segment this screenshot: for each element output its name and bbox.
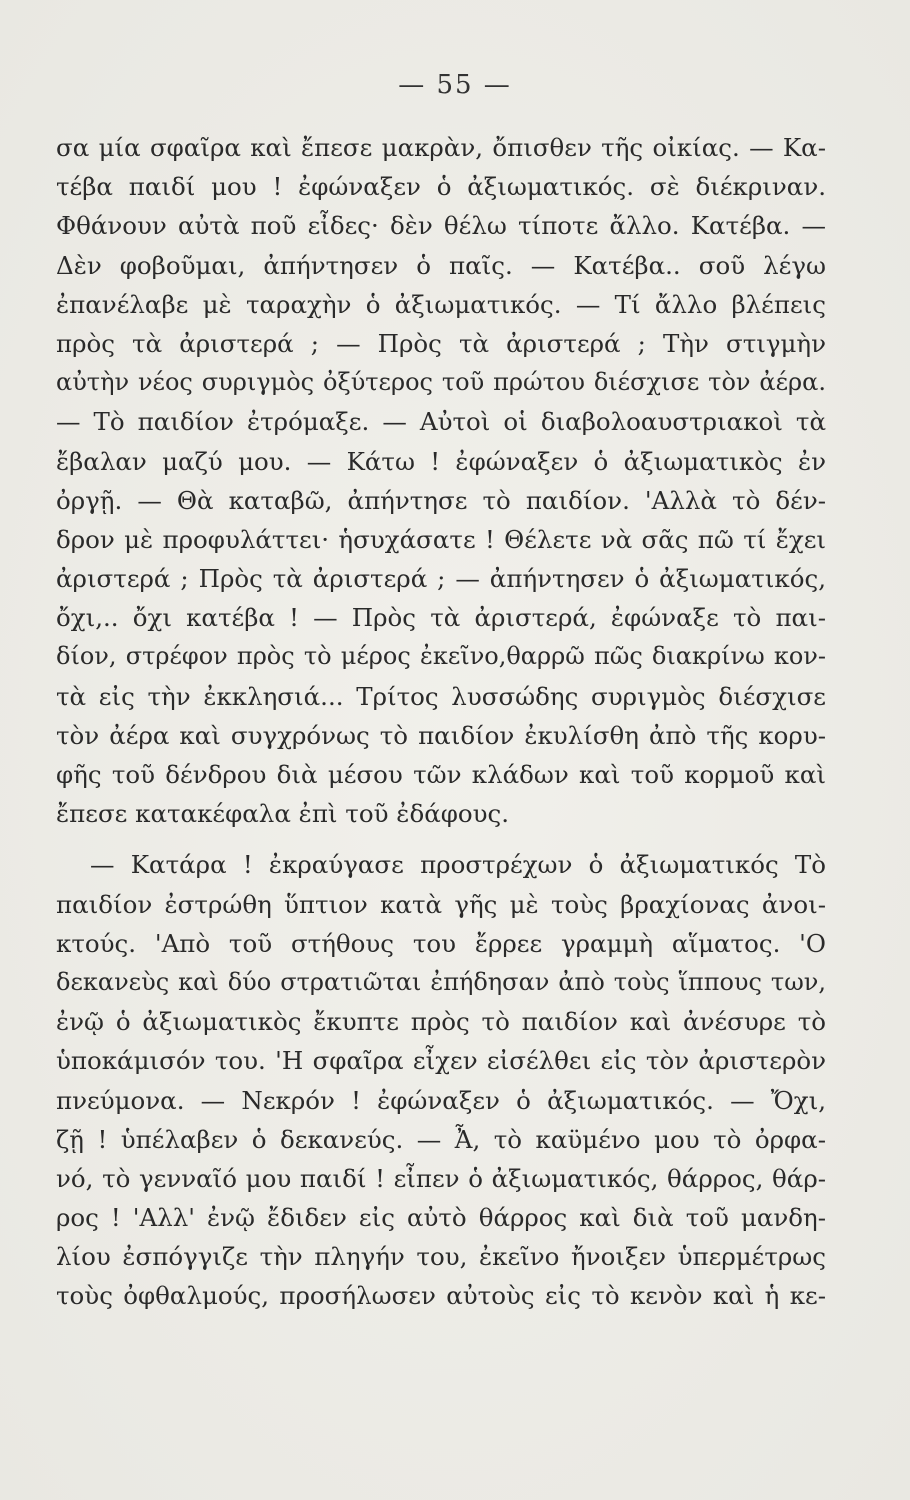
text-line: ἀριστερά ; Πρὸς τὰ ἀριστερά ; — ἀπήντησεν ὁ ἀξιωματικός, <box>56 564 826 594</box>
text-line: δεκανεὺς καὶ δύο στρατιῶται ἐπήδησαν ἀπὸ τοὺς ἵππους των, <box>56 967 826 996</box>
page-number: — 55 — <box>398 70 512 100</box>
text-line: δίον, στρέφον πρὸς τὸ μέρος ἐκεῖνο,θαρρῶ πῶς διακρίνω κον- <box>56 642 826 671</box>
paragraph-1 <box>56 128 826 833</box>
text-line: ζῇ ! ὑπέλαβεν ὁ δεκανεύς. — Ἆ, τὸ καϋμένο μου τὸ ὀρφα- <box>56 1124 826 1154</box>
text-line: ρος ! 'Αλλ' ἐνῷ ἔδιδεν εἰς αὐτὸ θάρρος καὶ διὰ τοῦ μανδη- <box>56 1203 826 1233</box>
text-line: πρὸς τὰ ἀριστερά ; — Πρὸς τὰ ἀριστερά ; Τὴν στιγμὴν <box>56 328 826 358</box>
body-text <box>56 128 826 1316</box>
text-line: ἐνῷ ὁ ἀξιωματικὸς ἔκυπτε πρὸς τὸ παιδίον καὶ ἀνέσυρε τὸ <box>56 1007 826 1037</box>
text-line: αὐτὴν νέος συριγμὸς ὀξύτερος τοῦ πρώτου διέσχισε τὸν ἀέρα. <box>56 368 826 397</box>
text-line: ὄχι,.. ὄχι κατέβα ! — Πρὸς τὰ ἀριστερά, ἐφώναξε τὸ παι- <box>56 603 826 633</box>
text-line: ὑποκάμισόν του. 'Η σφαῖρα εἶχεν εἰσέλθει εἰς τὸν ἀριστερὸν <box>56 1046 826 1076</box>
text-line: φῆς τοῦ δένδρου διὰ μέσου τῶν κλάδων καὶ τοῦ κορμοῦ καὶ <box>56 760 826 789</box>
text-line: ὀργῇ. — Θὰ καταβῶ, ἀπήντησε τὸ παιδίον. 'Αλλὰ τὸ δέν- <box>56 485 826 515</box>
text-line: δρον μὲ προφυλάττει· ἡσυχάσατε ! Θέλετε νὰ σᾶς πῶ τί ἔχει <box>56 524 826 554</box>
text-line: σα μία σφαῖρα καὶ ἔπεσε μακρὰν, ὄπισθεν τῆς οἰκίας. — Κα- <box>56 133 826 162</box>
text-line: λίου ἐσπόγγιζε τὴν πληγήν του, ἐκεῖνο ἤνοιξεν ὑπερμέτρως <box>56 1242 826 1272</box>
text-line: τὰ εἰς τὴν ἐκκλησιά... Τρίτος λυσσώδης συριγμὸς διέσχισε <box>56 681 826 711</box>
text-line: — Τὸ παιδίον ἐτρόμαξε. — Αὐτοὶ οἱ διαβολοαυστριακοὶ τὰ <box>56 407 826 437</box>
text-line: παιδίον ἐστρώθη ὕπτιον κατὰ γῆς μὲ τοὺς βραχίονας ἀνοι- <box>56 889 826 919</box>
text-line: τὸν ἀέρα καὶ συγχρόνως τὸ παιδίον ἐκυλίσθη ἀπὸ τῆς κορυ- <box>56 720 826 750</box>
text-line: Δὲν φοβοῦμαι, ἀπήντησεν ὁ παῖς. — Κατέβα.. σοῦ λέγω <box>56 250 826 280</box>
text-line: κτούς. 'Απὸ τοῦ στήθους του ἔρρεε γραμμὴ αἵματος. 'Ο <box>56 928 826 958</box>
text-line: ἔβαλαν μαζύ μου. — Κάτω ! ἐφώναξεν ὁ ἀξιωματικὸς ἐν <box>56 446 826 476</box>
paragraph-2 <box>56 845 826 1315</box>
text-line: ἐπανέλαβε μὲ ταραχὴν ὁ ἀξιωματικός. — Τί ἄλλο βλέπεις <box>56 289 826 319</box>
text-line: πνεύμονα. — Νεκρόν ! ἐφώναξεν ὁ ἀξιωματικός. — Ὄχι, <box>56 1085 826 1115</box>
text-line: — Κατάρα ! ἐκραύγασε προστρέχων ὁ ἀξιωματικός Τὸ <box>90 850 826 880</box>
text-line: Φθάνουν αὐτὰ ποῦ εἶδες· δὲν θέλω τίποτε ἄλλο. Κατέβα. — <box>56 211 826 241</box>
text-line: τοὺς ὀφθαλμούς, προσήλωσεν αὐτοὺς εἰς τὸ κενὸν καὶ ἡ κε- <box>56 1281 826 1311</box>
text-line: νό, τὸ γενναῖό μου παιδί ! εἶπεν ὁ ἀξιωματικός, θάρρος, θάρ- <box>56 1163 826 1193</box>
text-line: τέβα παιδί μου ! ἐφώναξεν ὁ ἀξιωματικός. σὲ διέκριναν. <box>56 172 826 202</box>
text-line: ἔπεσε κατακέφαλα ἐπὶ τοῦ ἐδάφους. <box>56 799 510 829</box>
